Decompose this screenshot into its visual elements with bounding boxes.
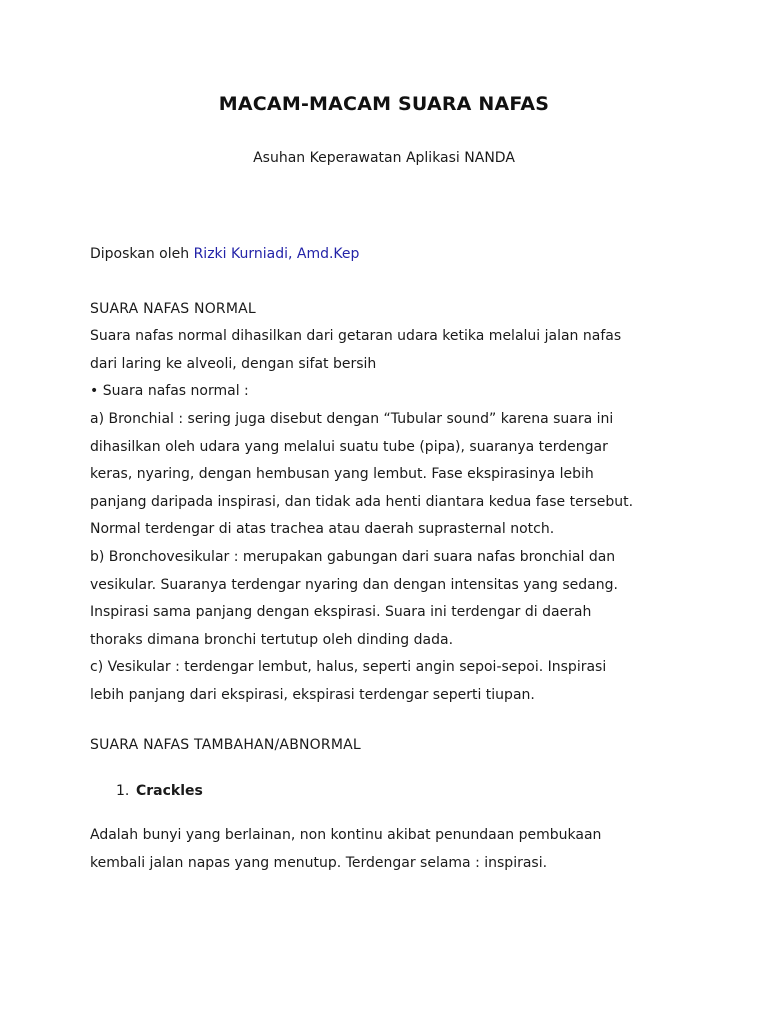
- paragraph-line: c) Vesikular : terdengar lembut, halus, seperti angin sepoi-sepoi. Inspirasi: [90, 659, 607, 676]
- paragraph-line: thoraks dimana bronchi tertutup oleh dinding dada.: [90, 631, 454, 648]
- author-link[interactable]: Rizki Kurniadi, Amd.Kep: [193, 246, 360, 262]
- paragraph-line: vesikular. Suaranya terdengar nyaring dan dengan intensitas yang sedang.: [90, 576, 618, 593]
- paragraph-line: lebih panjang dari ekspirasi, ekspirasi terdengar seperti tiupan.: [90, 686, 535, 703]
- paragraph-line: panjang daripada inspirasi, dan tidak ada henti diantara kedua fase tersebut.: [90, 493, 634, 510]
- byline-prefix: Diposkan oleh: [90, 246, 194, 262]
- bullet-line: • Suara nafas normal :: [90, 383, 249, 400]
- paragraph-line: Inspirasi sama panjang dengan ekspirasi. Suara ini terdengar di daerah: [90, 604, 592, 621]
- paragraph-line: b) Bronchovesikular : merupakan gabungan dari suara nafas bronchial dan: [90, 548, 616, 565]
- paragraph-line: dari laring ke alveoli, dengan sifat bersih: [90, 355, 377, 372]
- paragraph-line: Adalah bunyi yang berlainan, non kontinu akibat penundaan pembukaan: [90, 827, 602, 843]
- paragraph-line: dihasilkan oleh udara yang melalui suatu tube (pipa), suaranya terdengar: [90, 438, 608, 455]
- document-body: [90, 241, 690, 710]
- paragraph-line: kembali jalan napas yang menutup. Terdengar selama : inspirasi.: [90, 854, 548, 871]
- document-title: MACAM-MACAM SUARA NAFAS: [218, 93, 550, 115]
- paragraph-line: a) Bronchial : sering juga disebut dengan “Tubular sound” karena suara ini: [90, 410, 614, 427]
- byline: [90, 241, 690, 269]
- section-heading-normal: SUARA NAFAS NORMAL: [90, 300, 256, 317]
- spacer: [90, 269, 690, 296]
- paragraph-line: Suara nafas normal dihasilkan dari getaran udara ketika melalui jalan nafas: [90, 328, 622, 345]
- document-subtitle: Asuhan Keperawatan Aplikasi NANDA: [253, 150, 515, 166]
- paragraph-line: keras, nyaring, dengan hembusan yang lembut. Fase ekspirasinya lebih: [90, 466, 594, 483]
- section-heading-abnormal: SUARA NAFAS TAMBAHAN/ABNORMAL: [90, 737, 361, 753]
- paragraph-line: Normal terdengar di atas trachea atau daerah suprasternal notch.: [90, 521, 555, 538]
- list-item-number: 1.: [116, 783, 130, 799]
- list-item-crackles: [116, 779, 203, 803]
- list-item-term: Crackles: [136, 783, 203, 799]
- crackles-description: [90, 822, 690, 877]
